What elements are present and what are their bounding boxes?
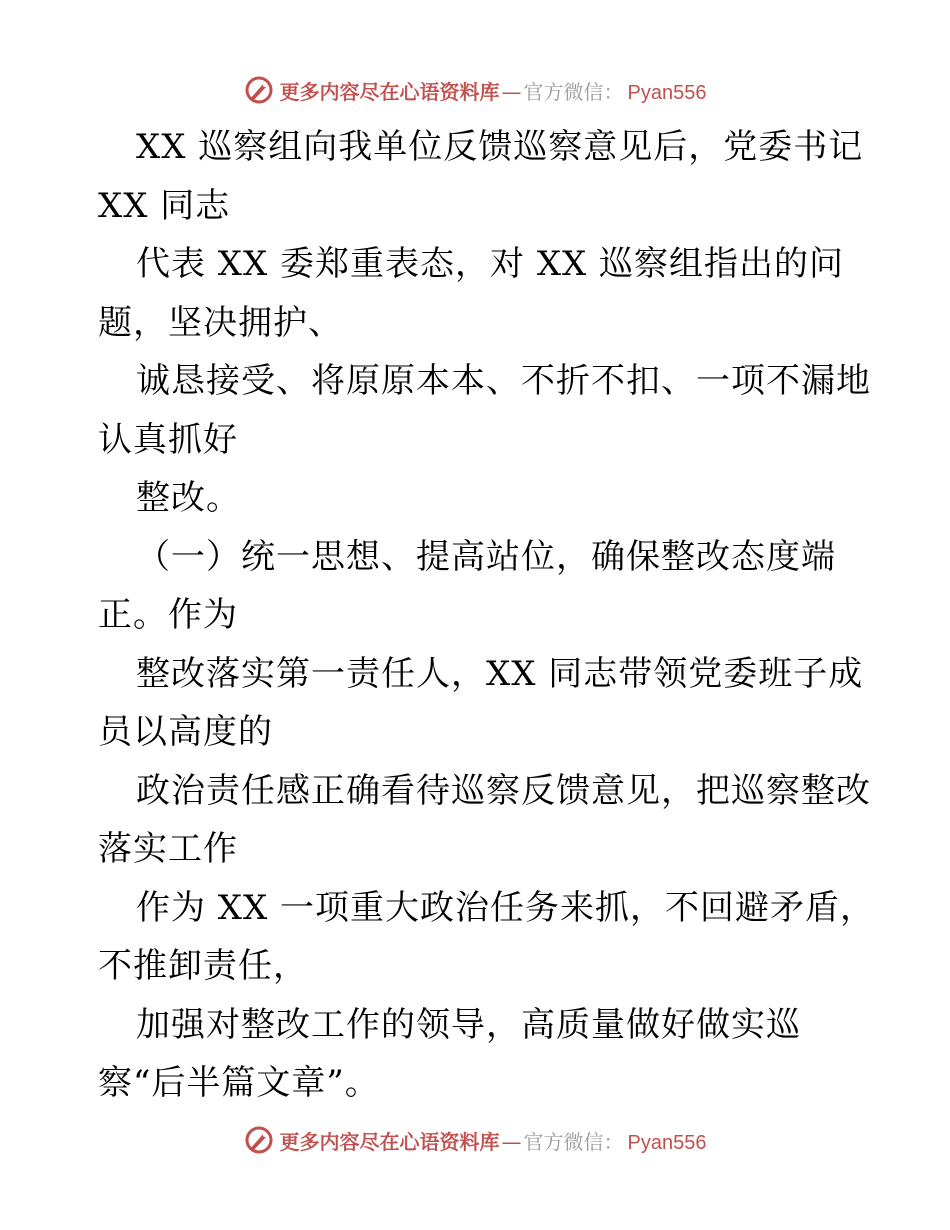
banner-main-text: 更多内容尽在心语资料库 [279,79,500,104]
pen-nib-circle-icon [244,75,274,105]
pen-nib-circle-icon [244,1125,274,1155]
paragraph-line: XX 巡察组向我单位反馈巡察意见后，党委书记 [136,127,864,167]
banner-dash: — [501,1129,522,1154]
paragraph-line: 不推卸责任， [98,946,308,986]
paragraph-line: 整改落实第一责任人，XX 同志带领党委班子成 [136,653,864,694]
paragraph-line: 整改。 [136,478,241,518]
paragraph-line: XX 同志 [98,185,231,226]
paragraph-line: 加强对整改工作的领导，高质量做好做实巡 [136,1004,801,1045]
paragraph-line: 题，坚决拥护、 [98,302,343,343]
paragraph-line: 认真抓好 [98,419,238,460]
paragraph-line: 代表 XX 委郑重表态，对 XX 巡察组指出的问 [136,244,845,284]
banner-dash: — [501,79,522,104]
section-heading-line: （一）统一思想、提高站位，确保整改态度端 [136,536,836,577]
banner-text [280,76,707,105]
paragraph-line: 正。作为 [98,595,238,635]
paragraph-line: 政治责任感正确看待巡察反馈意见，把巡察整改 [136,770,871,811]
paragraph-line: 诚恳接受、将原原本本、不折不扣、一项不漏地 [136,361,871,401]
banner-wechat-id: Pyan556 [627,81,707,104]
header-watermark-banner [0,70,950,110]
banner-sub-text: 官方微信： [523,1129,624,1154]
paragraph-line: 作为 XX 一项重大政治任务来抓，不回避矛盾， [136,887,876,928]
banner-text [280,1126,707,1155]
paragraph-line: 察“后半篇文章”。 [98,1063,380,1103]
banner-wechat-id: Pyan556 [627,1131,707,1154]
paragraph-line: 落实工作 [98,829,238,869]
banner-main-text: 更多内容尽在心语资料库 [279,1129,500,1154]
document-body [98,118,898,1113]
paragraph-line: 员以高度的 [98,712,273,752]
footer-watermark-banner [0,1120,950,1160]
banner-sub-text: 官方微信： [523,79,624,104]
